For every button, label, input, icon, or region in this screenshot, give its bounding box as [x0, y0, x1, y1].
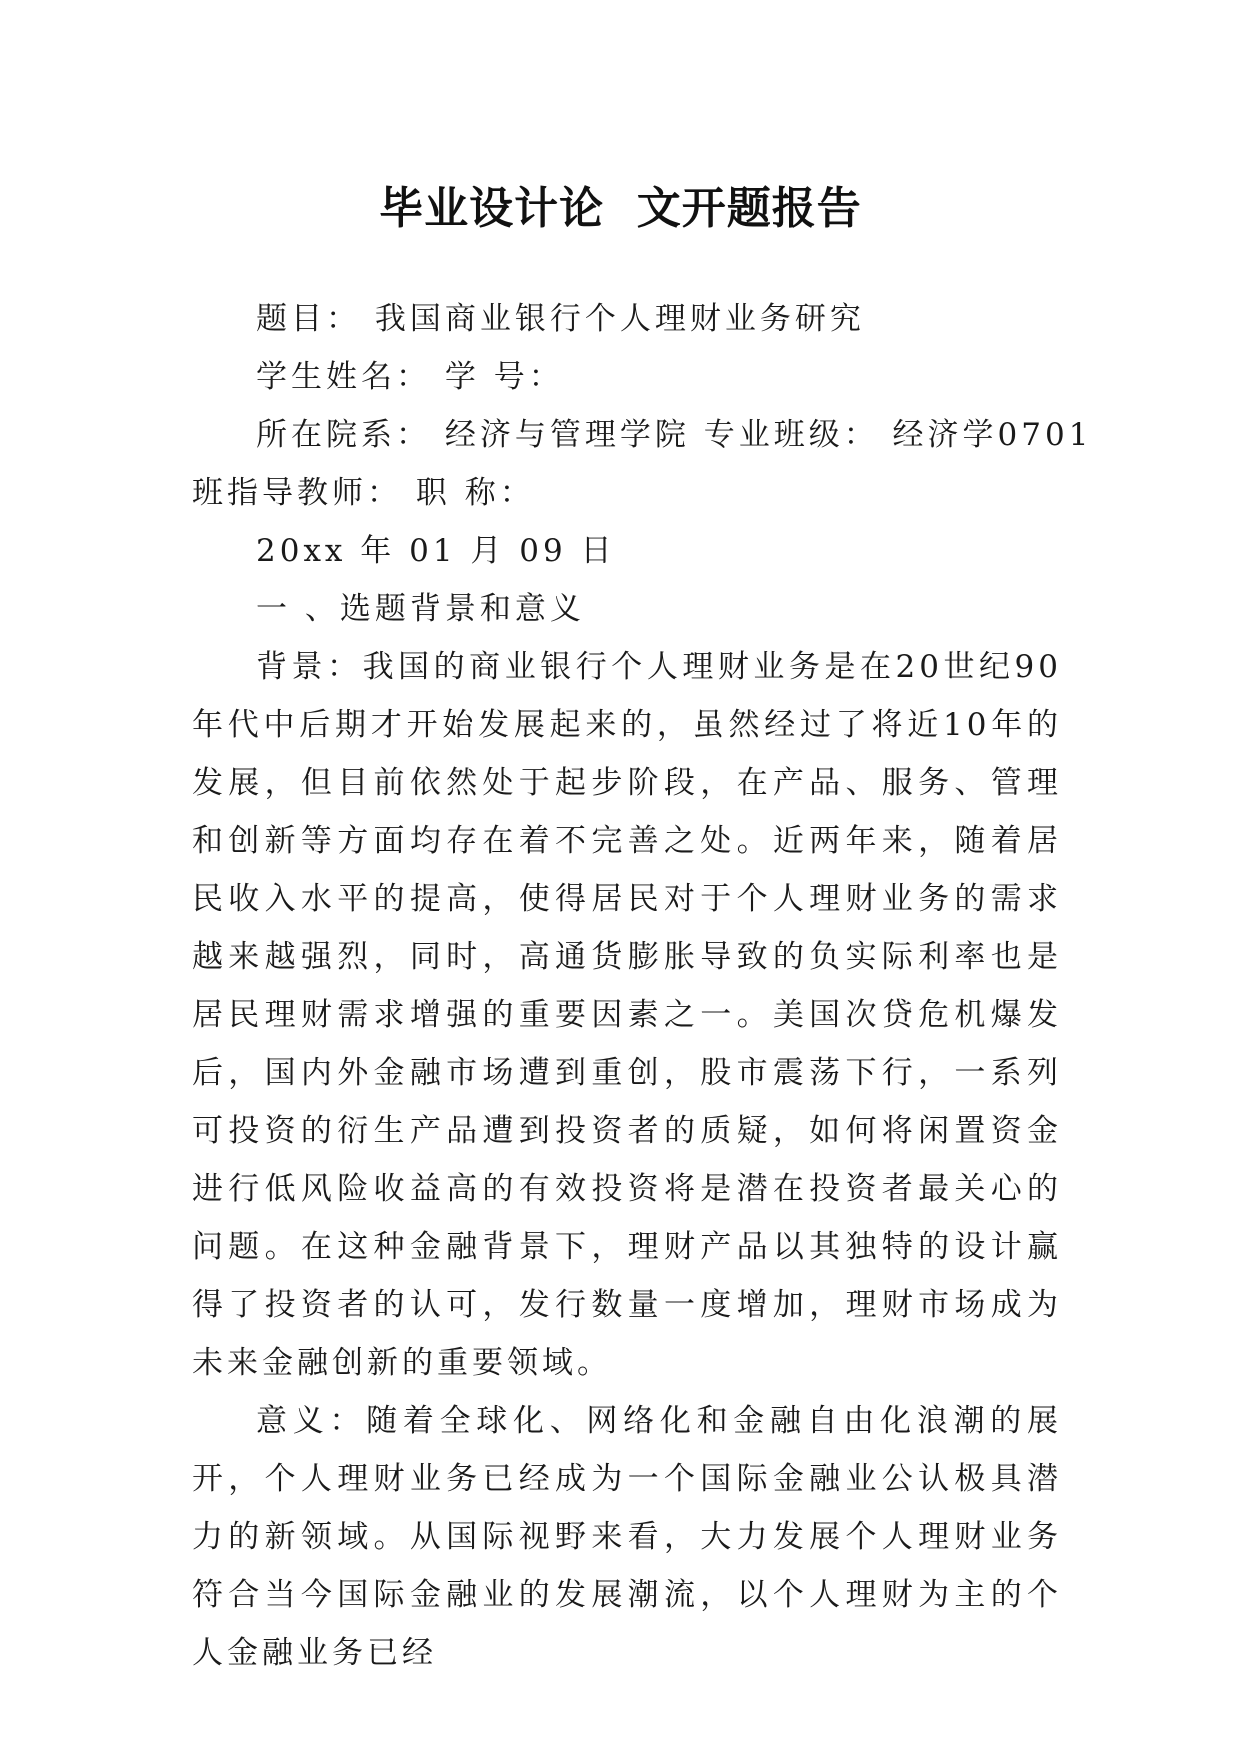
- department-line: 所在院系： 经济与管理学院 专业班级： 经济学0701: [256, 417, 1093, 453]
- background-paragraph: 背景：我国的商业银行个人理财业务是在20世纪90年代中后期才开始发展起来的，虽然经过了将近10年的发展，但目前依然处于起步阶段，在产品、服务、管理和创新等方面均存在着不完善之处。近两年来，随着居民收入水平的提高，使得居民对于个人理财业务的需求越来越强烈，同时，高通货膨胀导致的负实际利率也是居民理财需求增强的重要因素之一。美国次贷危机爆发后，国内外金融市场遭到重创，股市震荡下行，一系列可投资的衍生产品遭到投资者的质疑，如何将闲置资金进行低风险收益高的有效投资将是潜在投资者最关心的问题。在这种金融背景下，理财产品以其独特的设计赢得了投资者的认可，发行数量一度增加，理财市场成为未来金融创新的重要领域。: [192, 649, 1062, 1381]
- document-title: 毕业设计论 文开题报告: [379, 183, 862, 235]
- section-heading: 一 、选题背景和意义: [256, 591, 585, 627]
- document-body: [192, 290, 1093, 1682]
- advisor-line: 班指导教师： 职 称：: [192, 475, 535, 511]
- significance-paragraph: 意义：随着全球化、网络化和金融自由化浪潮的展开，个人理财业务已经成为一个国际金融业公认极具潜力的新领域。从国际视野来看，大力发展个人理财业务符合当今国际金融业的发展潮流，以个人理财为主的个人金融业务已经: [192, 1403, 1062, 1671]
- topic-line: 题目： 我国商业银行个人理财业务研究: [256, 301, 865, 337]
- student-line: 学生姓名： 学 号：: [256, 359, 564, 395]
- date-line: 20xx 年 01 月 09 日: [256, 533, 616, 569]
